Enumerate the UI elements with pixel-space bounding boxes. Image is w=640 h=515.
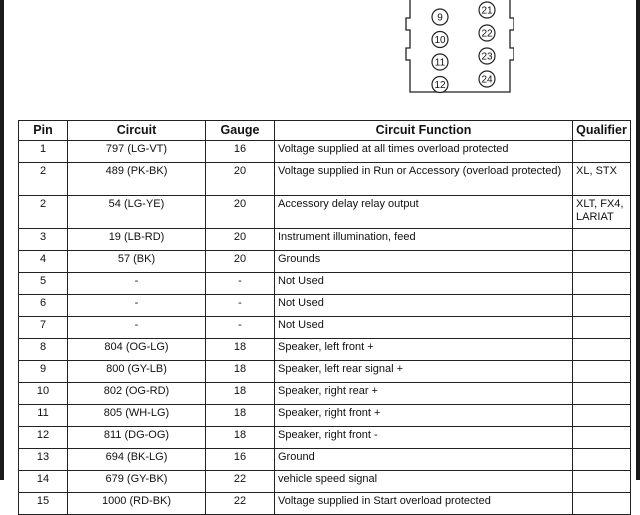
table-row bbox=[19, 427, 631, 449]
qualifier-cell bbox=[573, 251, 631, 273]
table-row bbox=[19, 361, 631, 383]
table-row bbox=[19, 317, 631, 339]
circuit-cell: 804 (OG-LG) bbox=[68, 339, 206, 361]
circuit-cell: 1000 (RD-BK) bbox=[68, 493, 206, 515]
circuit-cell: 57 (BK) bbox=[68, 251, 206, 273]
table-row bbox=[19, 229, 631, 251]
table-row bbox=[19, 196, 631, 229]
gauge-cell: 20 bbox=[206, 229, 275, 251]
connector-diagram bbox=[402, 0, 514, 94]
qualifier-cell bbox=[573, 295, 631, 317]
function-cell: Grounds bbox=[275, 251, 573, 273]
connector-pin-label: 9 bbox=[437, 12, 443, 24]
circuit-cell: - bbox=[68, 273, 206, 295]
gauge-cell: - bbox=[206, 273, 275, 295]
connector-pin-label: 22 bbox=[481, 28, 493, 40]
function-cell: Not Used bbox=[275, 273, 573, 295]
circuit-cell: 800 (GY-LB) bbox=[68, 361, 206, 383]
header-qualifier: Qualifier bbox=[573, 121, 631, 141]
pinout-table bbox=[18, 120, 631, 515]
qualifier-cell: XLT, FX4, LARIAT bbox=[573, 196, 631, 229]
connector-pin-label: 11 bbox=[434, 57, 446, 69]
pin-cell: 2 bbox=[19, 163, 68, 196]
qualifier-cell bbox=[573, 273, 631, 295]
connector-pin-label: 10 bbox=[434, 35, 446, 46]
pin-cell: 6 bbox=[19, 295, 68, 317]
circuit-cell: 694 (BK-LG) bbox=[68, 449, 206, 471]
page-edge-right bbox=[636, 0, 640, 480]
connector-housing bbox=[406, 0, 514, 92]
qualifier-cell bbox=[573, 449, 631, 471]
pin-cell: 10 bbox=[19, 383, 68, 405]
table-row bbox=[19, 339, 631, 361]
pin-cell: 4 bbox=[19, 251, 68, 273]
table-header-row bbox=[19, 121, 631, 141]
header-pin: Pin bbox=[19, 121, 68, 141]
gauge-cell: 18 bbox=[206, 427, 275, 449]
gauge-cell: 18 bbox=[206, 405, 275, 427]
table-row bbox=[19, 141, 631, 163]
circuit-cell: 805 (WH-LG) bbox=[68, 405, 206, 427]
table-row bbox=[19, 405, 631, 427]
gauge-cell: 20 bbox=[206, 251, 275, 273]
function-cell: Not Used bbox=[275, 295, 573, 317]
table-row bbox=[19, 449, 631, 471]
pin-cell: 1 bbox=[19, 141, 68, 163]
header-circuit: Circuit bbox=[68, 121, 206, 141]
connector-pin-label: 23 bbox=[481, 51, 493, 63]
page-edge-left bbox=[0, 0, 4, 480]
qualifier-cell bbox=[573, 405, 631, 427]
qualifier-cell bbox=[573, 471, 631, 493]
qualifier-cell bbox=[573, 493, 631, 515]
qualifier-cell bbox=[573, 141, 631, 163]
table-row bbox=[19, 383, 631, 405]
function-cell: Voltage supplied at all times overload protected bbox=[275, 141, 573, 163]
pin-cell: 12 bbox=[19, 427, 68, 449]
qualifier-cell bbox=[573, 229, 631, 251]
function-cell: Speaker, right rear + bbox=[275, 383, 573, 405]
circuit-cell: 19 (LB-RD) bbox=[68, 229, 206, 251]
pin-cell: 11 bbox=[19, 405, 68, 427]
table-row bbox=[19, 493, 631, 515]
function-cell: Voltage supplied in Run or Accessory (overload protected) bbox=[275, 163, 573, 196]
function-cell: Speaker, right front + bbox=[275, 405, 573, 427]
header-gauge: Gauge bbox=[206, 121, 275, 141]
table-row bbox=[19, 471, 631, 493]
circuit-cell: - bbox=[68, 317, 206, 339]
gauge-cell: - bbox=[206, 317, 275, 339]
function-cell: Voltage supplied in Start overload protected bbox=[275, 493, 573, 515]
pin-cell: 14 bbox=[19, 471, 68, 493]
qualifier-cell bbox=[573, 317, 631, 339]
pin-cell: 3 bbox=[19, 229, 68, 251]
gauge-cell: 18 bbox=[206, 383, 275, 405]
pin-cell: 9 bbox=[19, 361, 68, 383]
pin-cell: 2 bbox=[19, 196, 68, 229]
qualifier-cell: XL, STX bbox=[573, 163, 631, 196]
gauge-cell: - bbox=[206, 295, 275, 317]
function-cell: Speaker, left rear signal + bbox=[275, 361, 573, 383]
function-cell: vehicle speed signal bbox=[275, 471, 573, 493]
circuit-cell: 811 (DG-OG) bbox=[68, 427, 206, 449]
function-cell: Not Used bbox=[275, 317, 573, 339]
circuit-cell: 802 (OG-RD) bbox=[68, 383, 206, 405]
circuit-cell: 54 (LG-YE) bbox=[68, 196, 206, 229]
pin-cell: 7 bbox=[19, 317, 68, 339]
gauge-cell: 20 bbox=[206, 196, 275, 229]
qualifier-cell bbox=[573, 427, 631, 449]
connector-right-pins bbox=[479, 2, 495, 87]
function-cell: Speaker, left front + bbox=[275, 339, 573, 361]
qualifier-cell bbox=[573, 361, 631, 383]
gauge-cell: 16 bbox=[206, 141, 275, 163]
gauge-cell: 16 bbox=[206, 449, 275, 471]
table-row bbox=[19, 163, 631, 196]
table-row bbox=[19, 273, 631, 295]
connector-pin-label: 21 bbox=[481, 5, 493, 17]
circuit-cell: 797 (LG-VT) bbox=[68, 141, 206, 163]
function-cell: Speaker, right front - bbox=[275, 427, 573, 449]
gauge-cell: 18 bbox=[206, 339, 275, 361]
pin-cell: 8 bbox=[19, 339, 68, 361]
circuit-cell: - bbox=[68, 295, 206, 317]
gauge-cell: 18 bbox=[206, 361, 275, 383]
pin-cell: 5 bbox=[19, 273, 68, 295]
function-cell: Ground bbox=[275, 449, 573, 471]
function-cell: Accessory delay relay output bbox=[275, 196, 573, 229]
circuit-cell: 679 (GY-BK) bbox=[68, 471, 206, 493]
connector-left-pins bbox=[432, 9, 448, 93]
gauge-cell: 22 bbox=[206, 493, 275, 515]
qualifier-cell bbox=[573, 339, 631, 361]
pin-cell: 13 bbox=[19, 449, 68, 471]
gauge-cell: 20 bbox=[206, 163, 275, 196]
gauge-cell: 22 bbox=[206, 471, 275, 493]
connector-pin-label: 24 bbox=[481, 74, 493, 86]
header-circuit-function: Circuit Function bbox=[275, 121, 573, 141]
pin-cell: 15 bbox=[19, 493, 68, 515]
table-row bbox=[19, 251, 631, 273]
table-row bbox=[19, 295, 631, 317]
connector-pin-label: 12 bbox=[434, 80, 446, 91]
qualifier-cell bbox=[573, 383, 631, 405]
circuit-cell: 489 (PK-BK) bbox=[68, 163, 206, 196]
function-cell: Instrument illumination, feed bbox=[275, 229, 573, 251]
